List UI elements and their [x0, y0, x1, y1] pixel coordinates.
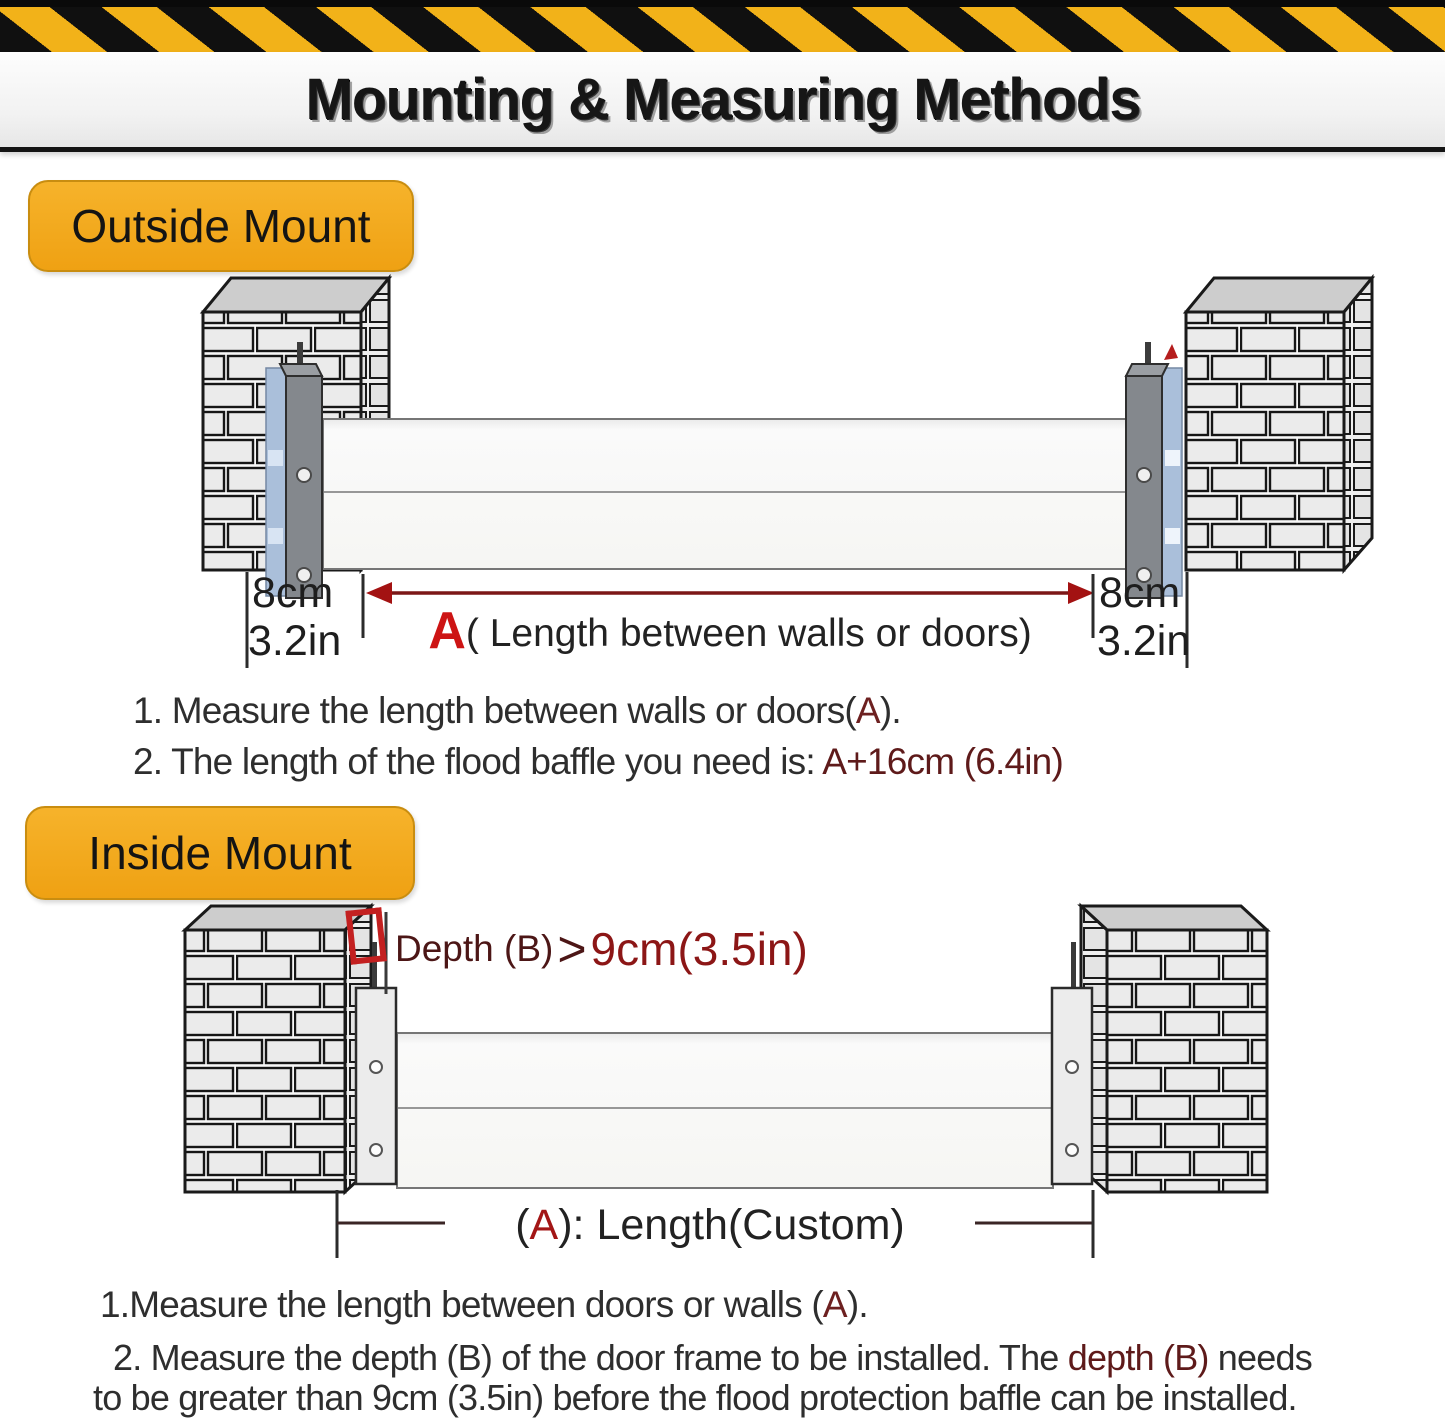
- flood-barrier-outside: [322, 418, 1128, 570]
- seal-notch: [268, 450, 283, 466]
- mounting-channel-right-inside: [1046, 942, 1098, 1190]
- inside-step-2-line-2: [93, 1377, 1297, 1419]
- channel-bar: [286, 376, 322, 598]
- pillar-front-face: [185, 930, 345, 1192]
- channel-top-face: [280, 364, 322, 376]
- pillar-top-slab: [1081, 906, 1267, 930]
- title-banner: [0, 52, 1445, 152]
- seal-strip: [266, 368, 286, 596]
- outside-mount-badge: [28, 180, 414, 272]
- offset-left-metric-label: 8cm: [252, 569, 334, 617]
- outside-mount-badge-label: Outside Mount: [71, 200, 371, 252]
- seal-notch: [1165, 528, 1180, 544]
- depth-label-value: 9cm(3.5in): [590, 923, 808, 975]
- brick-pillar-right-outside: [1182, 270, 1392, 578]
- span-length-label-outside: [380, 601, 1080, 661]
- flood-barrier-inside: [396, 1032, 1054, 1189]
- step-text: to be greater than 9cm (3.5in) before the flood protection baffle can be installed.: [93, 1377, 1297, 1418]
- channel-top-face: [1126, 364, 1168, 376]
- step-text: ).: [879, 690, 901, 731]
- mounting-channel-left-outside: [258, 340, 328, 602]
- screw-icon: [370, 1144, 382, 1156]
- step-formula: A+16cm (6.4in): [822, 741, 1063, 782]
- screw-icon: [370, 1061, 382, 1073]
- pillar-front-face: [1186, 312, 1344, 570]
- bracket-left-rail: [348, 911, 354, 965]
- depth-requirement-label: [395, 918, 808, 980]
- bracket-right-rail: [378, 908, 384, 962]
- screw-icon: [1066, 1061, 1078, 1073]
- pillar-top-slab: [203, 278, 389, 312]
- step-text: needs: [1208, 1337, 1312, 1378]
- mounting-channel-right-outside: [1120, 340, 1190, 602]
- screw-icon: [1066, 1144, 1078, 1156]
- span-label-rest: ): Length(Custom): [558, 1200, 905, 1249]
- step-text: 1.Measure the length between doors or walls (: [100, 1284, 823, 1325]
- offset-left-imperial-label: 3.2in: [248, 617, 342, 665]
- step-depth-ref: depth (B): [1067, 1337, 1209, 1378]
- step-text: 2. Measure the depth (B) of the door frame to be installed. The: [113, 1337, 1068, 1378]
- inside-mount-badge: [25, 806, 415, 900]
- seal-notch: [268, 528, 283, 544]
- step-text: 2. The length of the flood baffle you need is:: [133, 741, 823, 782]
- span-marker-a: A: [529, 1200, 559, 1249]
- step-text: ).: [846, 1284, 868, 1325]
- step-marker-a: A: [822, 1284, 847, 1325]
- outside-step-1: [133, 690, 901, 732]
- inside-step-2-line-1: [113, 1337, 1312, 1379]
- step-marker-a: A: [855, 690, 880, 731]
- inside-mount-badge-label: Inside Mount: [88, 827, 352, 879]
- red-marker-icon: [1164, 344, 1178, 360]
- offset-right-imperial-label: 3.2in: [1097, 617, 1191, 665]
- barrier-plank-seam: [324, 491, 1126, 493]
- seal-strip: [1162, 368, 1182, 596]
- span-label-open-paren: (: [515, 1200, 530, 1249]
- inside-step-1: [100, 1284, 868, 1326]
- screw-icon: [297, 468, 311, 482]
- span-description: ( Length between walls or doors): [465, 612, 1032, 655]
- channel-bar: [1126, 376, 1162, 598]
- seal-notch: [1165, 450, 1180, 466]
- pillar-front-face: [1107, 930, 1267, 1192]
- span-length-label-inside: [445, 1198, 975, 1252]
- greater-than-symbol: >: [557, 921, 587, 977]
- pillar-top-slab: [1186, 278, 1372, 312]
- hazard-tape-banner: [0, 0, 1445, 52]
- offset-right-metric-label: 8cm: [1099, 569, 1181, 617]
- pillar-side-face: [1344, 278, 1372, 570]
- outside-step-2: [133, 741, 1063, 783]
- barrier-plank-seam: [398, 1107, 1052, 1109]
- span-marker-a: A: [428, 602, 466, 660]
- page-title: Mounting & Measuring Methods: [305, 67, 1140, 132]
- anchor-rod: [1071, 942, 1076, 992]
- step-text: 1. Measure the length between walls or doors(: [133, 690, 856, 731]
- screw-icon: [1137, 468, 1151, 482]
- depth-label-prefix: Depth (B): [395, 928, 554, 969]
